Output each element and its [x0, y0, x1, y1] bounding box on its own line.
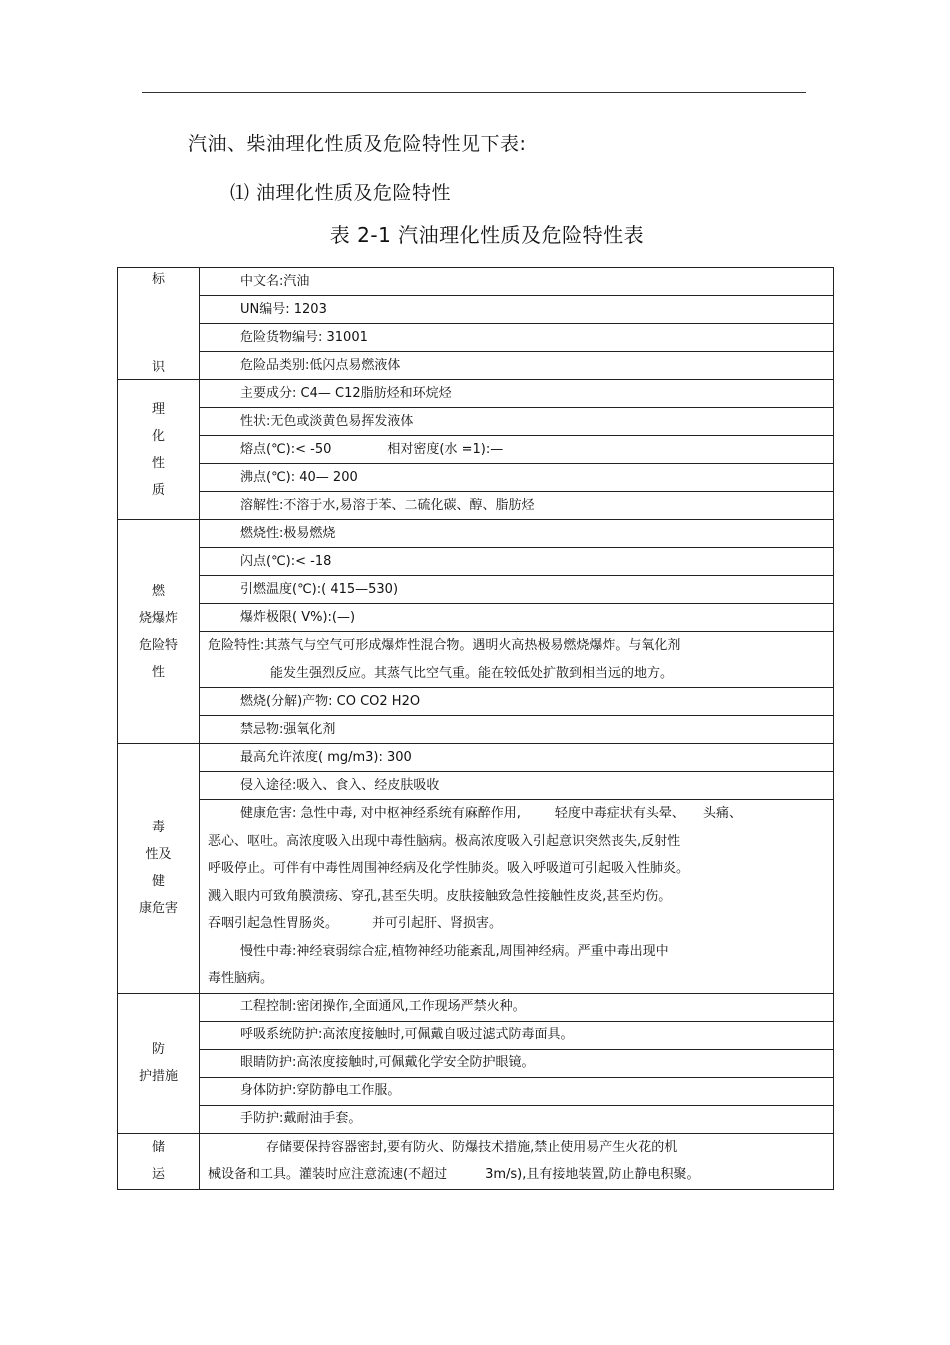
table-cell: 身体防护:穿防静电工作服。 — [200, 1077, 834, 1105]
table-row — [118, 492, 834, 520]
table-cell: 中文名:汽油 — [200, 268, 834, 296]
table-cell: 爆炸极限( V%):(—) — [200, 604, 834, 632]
table-row — [118, 436, 834, 464]
table-cell: 眼睛防护:高浓度接触时,可佩戴化学安全防护眼镜。 — [200, 1049, 834, 1077]
table-row — [118, 324, 834, 352]
table-cell: 危险货物编号: 31001 — [200, 324, 834, 352]
melting-point: 熔点(℃):< -50 — [240, 441, 332, 457]
table-cell: 引燃温度(℃):( 415—530) — [200, 576, 834, 604]
table-cell: 禁忌物:强氧化剂 — [200, 716, 834, 744]
table-row — [118, 716, 834, 744]
table-cell: 燃烧(分解)产物: CO CO2 H2O — [200, 688, 834, 716]
table-cell: 危险特性:其蒸气与空气可形成爆炸性混合物。遇明火高热极易燃烧爆炸。与氧化剂 能发生强烈反应。其蒸气比空气重。能在较低处扩散到相当远的地方。 — [200, 632, 834, 688]
section-label-fire: 燃 烧爆炸 危险特 性 — [118, 520, 200, 744]
table-row — [118, 632, 834, 688]
section-label-toxicity: 毒 性及 健 康危害 — [118, 744, 200, 994]
section-label-storage: 储 运 — [118, 1133, 200, 1189]
table-row — [118, 1021, 834, 1049]
header-rule — [142, 92, 806, 93]
table-row — [118, 1077, 834, 1105]
table-cell: 最高允许浓度( mg/m3): 300 — [200, 744, 834, 772]
table-cell: 闪点(℃):< -18 — [200, 548, 834, 576]
section-label-protection: 防 护措施 — [118, 993, 200, 1133]
table-cell: 沸点(℃): 40— 200 — [200, 464, 834, 492]
table-row — [118, 1049, 834, 1077]
table-cell: 存储要保持容器密封,要有防火、防爆技术措施,禁止使用易产生火花的机 械设备和工具。灌装时应注意流速(不超过 3m/s),且有接地装置,防止静电积聚。 — [200, 1133, 834, 1189]
table-cell: 健康危害: 急性中毒, 对中枢神经系统有麻醉作用, 轻度中毒症状有头晕、 头痛、 恶心、呕吐。高浓度吸入出现中毒性脑病。极高浓度吸入引起意识突然丧失,反射性 呼吸停止。可伴有中毒性周围神经病及化学性肺炎。吸入呼吸道可引起吸入性肺炎。 溅入眼内可致角膜溃疡、穿孔,甚至失明。皮肤接触致急性接触性皮炎,甚至灼伤。 吞咽引起急性胃肠炎。 并可引起肝、肾损害。 慢性中毒:神经衰弱综合症,植物神经功能紊乱,周围神经病。严重中毒出现中 毒性脑病。 — [200, 800, 834, 994]
table-cell — [200, 436, 834, 464]
properties-table — [117, 267, 834, 1190]
table-row — [118, 604, 834, 632]
intro-paragraph: 汽油、柴油理化性质及危险特性见下表: — [188, 133, 527, 155]
table-cell: 手防护:戴耐油手套。 — [200, 1105, 834, 1133]
table-row — [118, 408, 834, 436]
table-cell: 呼吸系统防护:高浓度接触时,可佩戴自吸过滤式防毒面具。 — [200, 1021, 834, 1049]
table-row — [118, 993, 834, 1021]
table-row — [118, 520, 834, 548]
table-row — [118, 744, 834, 772]
table-row — [118, 268, 834, 296]
table-cell: 工程控制:密闭操作,全面通风,工作现场严禁火种。 — [200, 993, 834, 1021]
table-row — [118, 1105, 834, 1133]
table-row — [118, 380, 834, 408]
subheading: ⑴ 油理化性质及危险特性 — [230, 182, 452, 204]
table-cell: 主要成分: C4— C12脂肪烃和环烷烃 — [200, 380, 834, 408]
table-row — [118, 800, 834, 994]
section-label-physchem: 理 化 性 质 — [118, 380, 200, 520]
table-row — [118, 1133, 834, 1189]
table-row — [118, 576, 834, 604]
table-row — [118, 296, 834, 324]
table-cell: 燃烧性:极易燃烧 — [200, 520, 834, 548]
table-cell: 侵入途径:吸入、食入、经皮肤吸收 — [200, 772, 834, 800]
table-cell: 性状:无色或淡黄色易挥发液体 — [200, 408, 834, 436]
section-label-identity: 标 识 — [118, 268, 200, 380]
table-row — [118, 352, 834, 380]
table-row — [118, 688, 834, 716]
table-cell: UN编号: 1203 — [200, 296, 834, 324]
table-cell: 危险品类别:低闪点易燃液体 — [200, 352, 834, 380]
table-caption: 表 2-1 汽油理化性质及危险特性表 — [329, 223, 645, 247]
table-cell: 溶解性:不溶于水,易溶于苯、二硫化碳、醇、脂肪烃 — [200, 492, 834, 520]
relative-density: 相对密度(水 =1):— — [387, 441, 504, 457]
table-row — [118, 772, 834, 800]
table-row — [118, 548, 834, 576]
table-row — [118, 464, 834, 492]
